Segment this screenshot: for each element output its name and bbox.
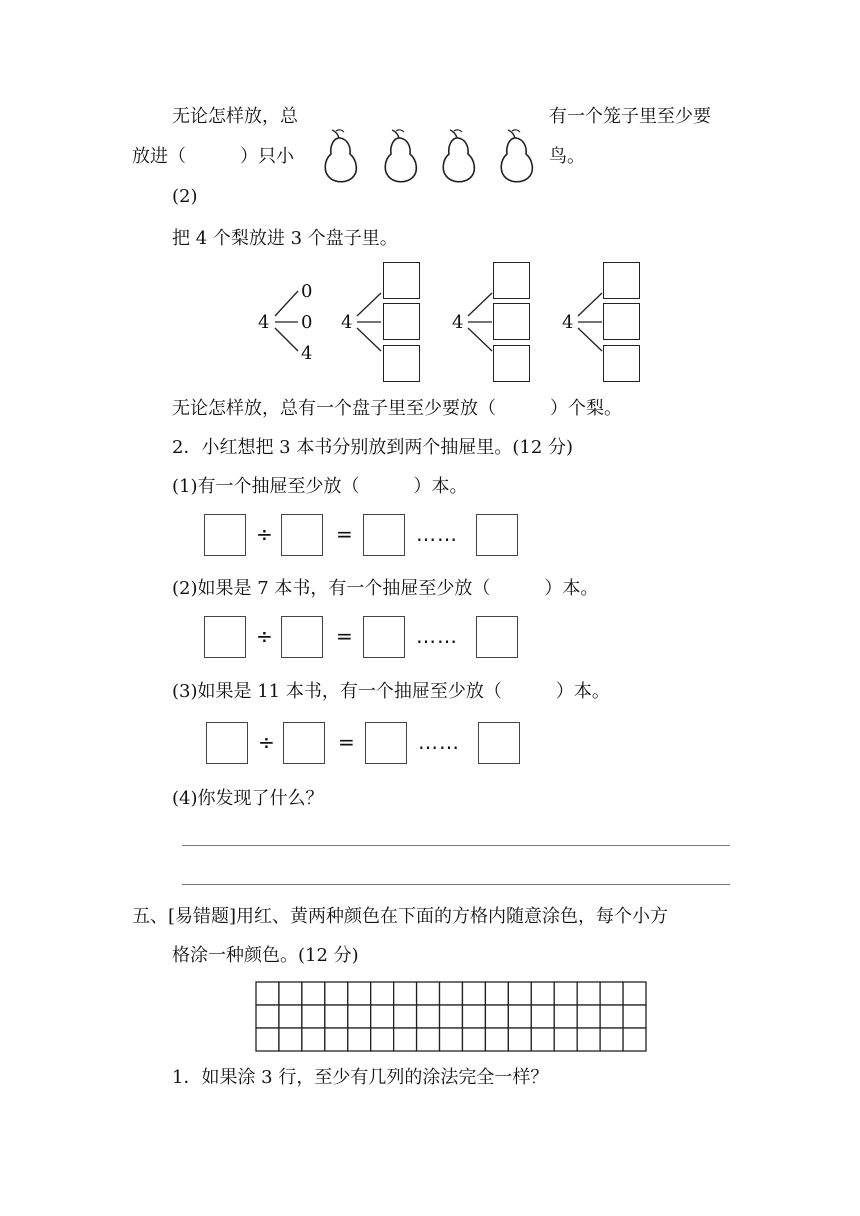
grid-cell[interactable] <box>371 1005 394 1028</box>
grid-cell[interactable] <box>440 1005 463 1028</box>
q2-sub3: (3)如果是 11 本书，有一个抽屉至少放（ ）本。 <box>172 681 610 702</box>
grid-cell[interactable] <box>485 982 508 1005</box>
diagram-total-3: 4 <box>562 312 574 333</box>
grid-cell[interactable] <box>462 982 485 1005</box>
grid-cell[interactable] <box>531 982 554 1005</box>
grid-cell[interactable] <box>302 1005 325 1028</box>
grid-cell[interactable] <box>531 1028 554 1051</box>
pear-icon <box>443 130 474 182</box>
quotient-box[interactable] <box>363 514 405 556</box>
grid-cell[interactable] <box>302 982 325 1005</box>
grid-cell[interactable] <box>623 982 646 1005</box>
equals-sign: = <box>338 730 355 754</box>
remainder-dots: …… <box>416 624 458 648</box>
example-part-2: 0 <box>301 312 313 333</box>
q2-sub2: (2)如果是 7 本书，有一个抽屉至少放（ ）本。 <box>172 578 599 599</box>
dividend-box[interactable] <box>204 514 246 556</box>
answer-box[interactable] <box>383 345 420 382</box>
coloring-grid[interactable] <box>255 981 647 1052</box>
divisor-box[interactable] <box>281 616 323 658</box>
grid-cell[interactable] <box>348 982 371 1005</box>
grid-cell[interactable] <box>623 1005 646 1028</box>
grid-cell[interactable] <box>440 1028 463 1051</box>
grid-cell[interactable] <box>623 1028 646 1051</box>
grid-cell[interactable] <box>371 982 394 1005</box>
diagram-branches-3 <box>576 285 606 355</box>
grid-cell[interactable] <box>279 1028 302 1051</box>
answer-line[interactable] <box>182 884 730 885</box>
grid-cell[interactable] <box>600 982 623 1005</box>
grid-cell[interactable] <box>440 982 463 1005</box>
quotient-box[interactable] <box>363 616 405 658</box>
example-total: 4 <box>258 312 270 333</box>
grid-cell[interactable] <box>508 982 531 1005</box>
grid-cell[interactable] <box>600 1005 623 1028</box>
remainder-box[interactable] <box>476 616 518 658</box>
grid-cell[interactable] <box>417 1028 440 1051</box>
grid-cell[interactable] <box>394 1028 417 1051</box>
pear-icon <box>325 130 356 182</box>
grid-cell[interactable] <box>462 1005 485 1028</box>
diagram-branches-1 <box>355 285 385 355</box>
example-part-1: 0 <box>301 281 313 302</box>
grid-cell[interactable] <box>325 1028 348 1051</box>
quotient-box[interactable] <box>365 722 407 764</box>
grid-cell[interactable] <box>371 1028 394 1051</box>
grid-cell[interactable] <box>577 1028 600 1051</box>
section5-line2: 格涂一种颜色。(12 分) <box>172 945 359 966</box>
divisor-box[interactable] <box>283 722 325 764</box>
pear-problem-conclusion: 无论怎样放，总有一个盘子里至少要放（ ）个梨。 <box>172 398 622 419</box>
divisor-box[interactable] <box>281 514 323 556</box>
grid-cell[interactable] <box>256 1028 279 1051</box>
pear-problem-number: (2) <box>172 186 198 207</box>
diagram-total-2: 4 <box>452 312 464 333</box>
remainder-dots: …… <box>418 730 460 754</box>
section5-line1: 五、[易错题]用红、黄两种颜色在下面的方格内随意涂色，每个小方 <box>132 906 669 927</box>
answer-box[interactable] <box>493 345 530 382</box>
q2-sub4: (4)你发现了什么？ <box>172 788 324 809</box>
grid-cell[interactable] <box>417 982 440 1005</box>
remainder-box[interactable] <box>476 514 518 556</box>
remainder-box[interactable] <box>478 722 520 764</box>
divide-sign: ÷ <box>258 730 275 754</box>
section5-q1: 1．如果涂 3 行，至少有几列的涂法完全一样？ <box>172 1067 549 1088</box>
grid-cell[interactable] <box>554 1028 577 1051</box>
answer-box[interactable] <box>603 262 640 299</box>
grid-cell[interactable] <box>279 1005 302 1028</box>
q2-title: 2．小红想把 3 本书分别放到两个抽屉里。(12 分) <box>172 437 574 458</box>
pear-icon <box>501 130 532 182</box>
grid-cell[interactable] <box>462 1028 485 1051</box>
example-branches <box>273 285 303 355</box>
grid-cell[interactable] <box>508 1028 531 1051</box>
grid-cell[interactable] <box>325 1005 348 1028</box>
example-part-3: 4 <box>301 343 313 364</box>
grid-cell[interactable] <box>600 1028 623 1051</box>
answer-box[interactable] <box>493 262 530 299</box>
diagram-branches-2 <box>466 285 496 355</box>
answer-box[interactable] <box>493 303 530 340</box>
grid-cell[interactable] <box>508 1005 531 1028</box>
grid-cell[interactable] <box>256 982 279 1005</box>
answer-line[interactable] <box>182 845 730 846</box>
grid-cell[interactable] <box>577 1005 600 1028</box>
dividend-box[interactable] <box>206 722 248 764</box>
remainder-dots: …… <box>416 522 458 546</box>
bird-problem-line1-left: 无论怎样放，总 <box>172 106 298 127</box>
grid-cell[interactable] <box>485 1028 508 1051</box>
grid-cell[interactable] <box>577 982 600 1005</box>
grid-cell[interactable] <box>348 1028 371 1051</box>
answer-box[interactable] <box>603 345 640 382</box>
answer-box[interactable] <box>383 262 420 299</box>
dividend-box[interactable] <box>204 616 246 658</box>
diagram-total-1: 4 <box>341 312 353 333</box>
pear-problem-statement: 把 4 个梨放进 3 个盘子里。 <box>172 228 398 249</box>
grid-cell[interactable] <box>348 1005 371 1028</box>
bird-problem-line2-left: 放进（ ）只小 <box>132 146 294 167</box>
grid-cell[interactable] <box>485 1005 508 1028</box>
grid-cell[interactable] <box>554 982 577 1005</box>
grid-cell[interactable] <box>531 1005 554 1028</box>
grid-cell[interactable] <box>417 1005 440 1028</box>
pear-icon <box>385 130 416 182</box>
q2-sub1: (1)有一个抽屉至少放（ ）本。 <box>172 476 468 497</box>
grid-cell[interactable] <box>394 982 417 1005</box>
answer-box[interactable] <box>383 303 420 340</box>
grid-cell[interactable] <box>394 1005 417 1028</box>
pear-icons <box>318 128 548 184</box>
grid-cell[interactable] <box>256 1005 279 1028</box>
bird-problem-line2-right: 鸟。 <box>549 146 585 167</box>
divide-sign: ÷ <box>256 624 273 648</box>
bird-problem-line1-right: 有一个笼子里至少要 <box>549 106 711 127</box>
grid-cell[interactable] <box>325 982 348 1005</box>
answer-box[interactable] <box>603 303 640 340</box>
grid-cell[interactable] <box>302 1028 325 1051</box>
grid-cell[interactable] <box>279 982 302 1005</box>
equals-sign: = <box>336 522 353 546</box>
equals-sign: = <box>336 624 353 648</box>
grid-cell[interactable] <box>554 1005 577 1028</box>
divide-sign: ÷ <box>256 522 273 546</box>
